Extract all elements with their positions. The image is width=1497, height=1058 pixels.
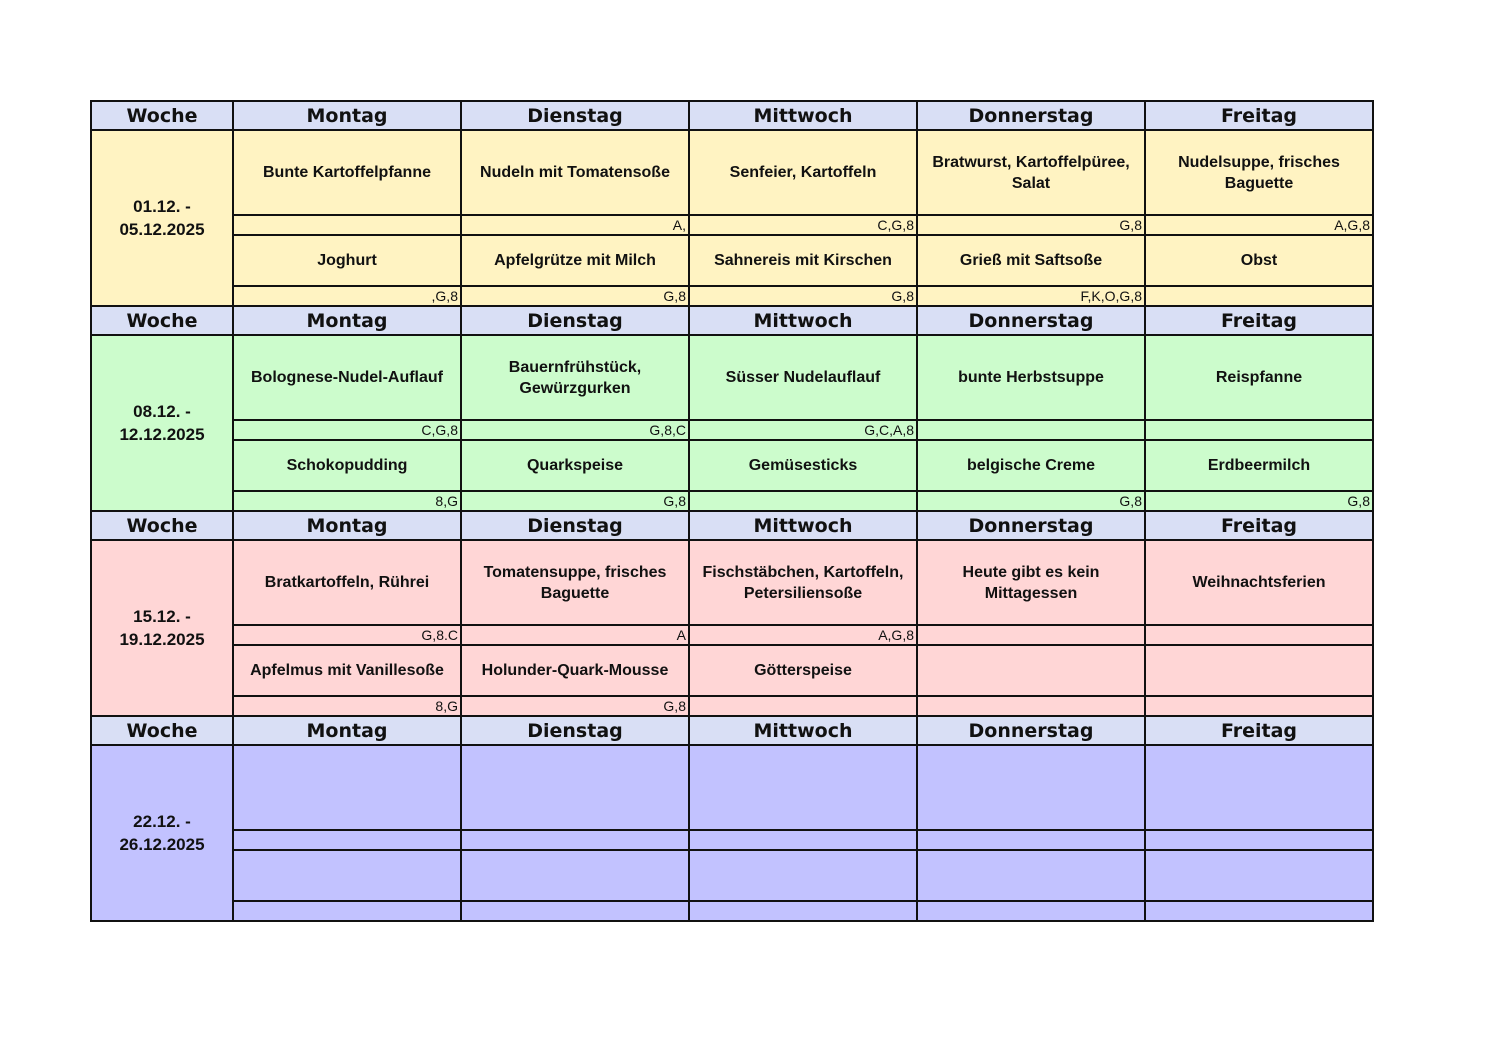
dessert-cell: belgische Creme: [917, 440, 1145, 491]
allergen-code: [917, 625, 1145, 645]
week-column-header: Woche: [91, 306, 233, 335]
dessert-cell: [917, 645, 1145, 696]
main-meal-cell: Tomatensuppe, frisches Baguette: [461, 540, 689, 625]
allergen-code: G,8,C: [461, 420, 689, 440]
week-range-end: 19.12.2025: [119, 630, 205, 649]
day-column-header: Dienstag: [461, 716, 689, 745]
dessert-cell: Grieß mit Saftsoße: [917, 235, 1145, 286]
week-header-row: [91, 306, 1373, 335]
day-column-header: Donnerstag: [917, 101, 1145, 130]
main-meal-cell: [233, 745, 461, 830]
week-column-header: Woche: [91, 716, 233, 745]
allergen-code: [689, 491, 917, 511]
week-column-header: Woche: [91, 511, 233, 540]
main-meal-cell: Senfeier, Kartoffeln: [689, 130, 917, 215]
allergen-code: [1145, 420, 1373, 440]
dessert-cell: [1145, 850, 1373, 901]
dessert-cell: Schokopudding: [233, 440, 461, 491]
dessert-cell: Apfelgrütze mit Milch: [461, 235, 689, 286]
dessert-cell: Götterspeise: [689, 645, 917, 696]
main-meal-cell: Bauernfrühstück, Gewürzgurken: [461, 335, 689, 420]
dessert-row: [91, 645, 1373, 696]
dessert-cell: [1145, 645, 1373, 696]
week-date-range: [91, 130, 233, 306]
day-column-header: Freitag: [1145, 101, 1373, 130]
allergen-code: C,G,8: [233, 420, 461, 440]
week-date-range: [91, 540, 233, 716]
allergen-code: [689, 830, 917, 850]
dessert-cell: [233, 850, 461, 901]
week-header-row: [91, 716, 1373, 745]
main-meal-cell: Bratwurst, Kartoffelpüree, Salat: [917, 130, 1145, 215]
main-meal-cell: [917, 745, 1145, 830]
week-header-row: [91, 101, 1373, 130]
day-column-header: Freitag: [1145, 306, 1373, 335]
main-allergen-row: [91, 420, 1373, 440]
main-meal-cell: Nudeln mit Tomatensoße: [461, 130, 689, 215]
dessert-allergen-row: [91, 286, 1373, 306]
day-column-header: Donnerstag: [917, 511, 1145, 540]
allergen-code: [1145, 286, 1373, 306]
main-meal-row: [91, 335, 1373, 420]
allergen-code: ,G,8: [233, 286, 461, 306]
main-meal-cell: Süsser Nudelauflauf: [689, 335, 917, 420]
main-meal-cell: Reispfanne: [1145, 335, 1373, 420]
week-range-end: 12.12.2025: [119, 425, 205, 444]
dessert-cell: [917, 850, 1145, 901]
dessert-cell: Obst: [1145, 235, 1373, 286]
main-meal-cell: [689, 745, 917, 830]
day-column-header: Mittwoch: [689, 306, 917, 335]
main-meal-cell: Bunte Kartoffelpfanne: [233, 130, 461, 215]
allergen-code: A,G,8: [689, 625, 917, 645]
week-header-row: [91, 511, 1373, 540]
dessert-cell: Apfelmus mit Vanillesoße: [233, 645, 461, 696]
day-column-header: Montag: [233, 716, 461, 745]
week-range-start: 01.12. -: [133, 197, 191, 216]
allergen-code: A: [461, 625, 689, 645]
allergen-code: [1145, 901, 1373, 921]
week-range-end: 26.12.2025: [119, 835, 205, 854]
main-meal-cell: Bratkartoffeln, Rührei: [233, 540, 461, 625]
dessert-cell: [461, 850, 689, 901]
week-range-start: 08.12. -: [133, 402, 191, 421]
week-range-start: 22.12. -: [133, 812, 191, 831]
allergen-code: [917, 830, 1145, 850]
allergen-code: G,8.C: [233, 625, 461, 645]
allergen-code: F,K,O,G,8: [917, 286, 1145, 306]
dessert-cell: Erdbeermilch: [1145, 440, 1373, 491]
day-column-header: Montag: [233, 511, 461, 540]
allergen-code: [461, 830, 689, 850]
allergen-code: G,8: [461, 696, 689, 716]
allergen-code: A,: [461, 215, 689, 235]
allergen-code: G,8: [461, 286, 689, 306]
allergen-code: G,C,A,8: [689, 420, 917, 440]
day-column-header: Montag: [233, 101, 461, 130]
allergen-code: [689, 696, 917, 716]
dessert-cell: Joghurt: [233, 235, 461, 286]
day-column-header: Montag: [233, 306, 461, 335]
allergen-code: [233, 901, 461, 921]
main-meal-cell: Nudelsuppe, frisches Baguette: [1145, 130, 1373, 215]
week-date-range: [91, 335, 233, 511]
dessert-cell: Holunder-Quark-Mousse: [461, 645, 689, 696]
day-column-header: Donnerstag: [917, 716, 1145, 745]
allergen-code: [917, 420, 1145, 440]
allergen-code: [1145, 696, 1373, 716]
week-date-range: [91, 745, 233, 921]
main-meal-row: [91, 130, 1373, 215]
meal-plan-table: [90, 100, 1374, 922]
dessert-allergen-row: [91, 696, 1373, 716]
allergen-code: [917, 696, 1145, 716]
dessert-cell: Sahnereis mit Kirschen: [689, 235, 917, 286]
allergen-code: [1145, 625, 1373, 645]
allergen-code: 8,G: [233, 491, 461, 511]
allergen-code: [233, 830, 461, 850]
week-column-header: Woche: [91, 101, 233, 130]
day-column-header: Mittwoch: [689, 716, 917, 745]
allergen-code: [461, 901, 689, 921]
main-meal-row: [91, 540, 1373, 625]
allergen-code: [689, 901, 917, 921]
day-column-header: Freitag: [1145, 511, 1373, 540]
main-meal-cell: bunte Herbstsuppe: [917, 335, 1145, 420]
week-range-start: 15.12. -: [133, 607, 191, 626]
day-column-header: Dienstag: [461, 306, 689, 335]
allergen-code: 8,G: [233, 696, 461, 716]
main-allergen-row: [91, 215, 1373, 235]
allergen-code: G,8: [1145, 491, 1373, 511]
day-column-header: Dienstag: [461, 511, 689, 540]
allergen-code: [917, 901, 1145, 921]
day-column-header: Mittwoch: [689, 101, 917, 130]
day-column-header: Donnerstag: [917, 306, 1145, 335]
day-column-header: Freitag: [1145, 716, 1373, 745]
main-meal-cell: [461, 745, 689, 830]
dessert-cell: Gemüsesticks: [689, 440, 917, 491]
dessert-allergen-row: [91, 901, 1373, 921]
main-meal-cell: Fischstäbchen, Kartoffeln, Petersiliensoße: [689, 540, 917, 625]
dessert-row: [91, 235, 1373, 286]
main-meal-cell: Weihnachtsferien: [1145, 540, 1373, 625]
allergen-code: [1145, 830, 1373, 850]
allergen-code: C,G,8: [689, 215, 917, 235]
day-column-header: Dienstag: [461, 101, 689, 130]
dessert-cell: Quarkspeise: [461, 440, 689, 491]
week-range-end: 05.12.2025: [119, 220, 205, 239]
allergen-code: G,8: [917, 215, 1145, 235]
allergen-code: A,G,8: [1145, 215, 1373, 235]
day-column-header: Mittwoch: [689, 511, 917, 540]
allergen-code: G,8: [917, 491, 1145, 511]
allergen-code: [233, 215, 461, 235]
dessert-allergen-row: [91, 491, 1373, 511]
main-meal-cell: [1145, 745, 1373, 830]
main-allergen-row: [91, 830, 1373, 850]
meal-plan-body: [91, 101, 1373, 921]
dessert-row: [91, 850, 1373, 901]
dessert-cell: [689, 850, 917, 901]
main-meal-cell: Bolognese-Nudel-Auflauf: [233, 335, 461, 420]
allergen-code: G,8: [461, 491, 689, 511]
main-meal-row: [91, 745, 1373, 830]
allergen-code: G,8: [689, 286, 917, 306]
main-allergen-row: [91, 625, 1373, 645]
dessert-row: [91, 440, 1373, 491]
main-meal-cell: Heute gibt es kein Mittagessen: [917, 540, 1145, 625]
